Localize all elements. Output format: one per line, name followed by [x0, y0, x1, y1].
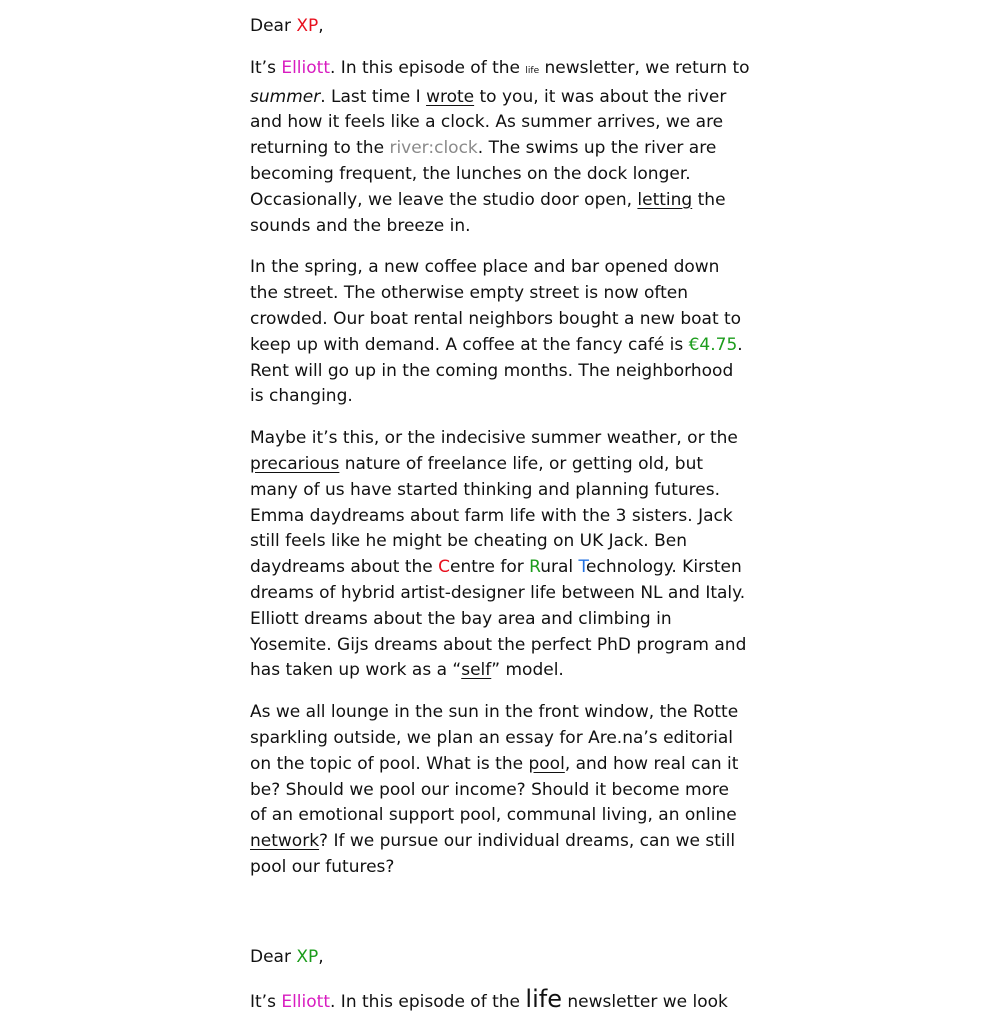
paragraph-futures: [250, 426, 750, 684]
recipient-name: XP: [296, 16, 319, 36]
greeting-line: [250, 14, 750, 40]
letter-r: R: [529, 557, 541, 578]
text-run: ? If we pursue our individual dreams, can we still pool our futures?: [250, 831, 736, 877]
pool-link[interactable]: pool: [528, 753, 565, 774]
text-run: . The swims up the river are becoming frequent, the lunches on the dock longer. Occasionally, we leave the studio door open,: [250, 138, 717, 210]
life-word: life: [525, 984, 562, 1013]
letter-t: T: [578, 557, 587, 578]
greeting-dear: Dear: [250, 946, 297, 967]
wrote-link[interactable]: wrote: [426, 86, 475, 107]
text-run: ” model.: [491, 660, 564, 681]
text-run: . In this episode of the: [330, 991, 526, 1012]
network-link[interactable]: network: [250, 831, 320, 852]
text-run: . Last time I: [320, 86, 427, 107]
greeting-comma: ,: [318, 946, 324, 967]
letter-c: C: [438, 557, 451, 578]
text-run: As we all lounge in the sun in the front window, the Rotte sparkling outside, we plan an essay for Are.na’s editorial on the topic of pool. What is the: [250, 702, 739, 774]
life-word: life: [525, 65, 540, 76]
text-run: It’s: [250, 57, 282, 78]
paragraph-pool: [250, 700, 750, 881]
greeting-line-2: [250, 945, 750, 971]
text-run: echnology: [586, 557, 672, 578]
author-name: Elliott: [281, 991, 330, 1012]
precarious-link[interactable]: precarious: [250, 453, 340, 474]
text-run: entre for: [450, 557, 530, 578]
paragraph-intro: [250, 56, 750, 240]
coffee-price: €4.75: [688, 334, 738, 355]
greeting-dear: Dear: [250, 16, 297, 36]
text-run: newsletter, we return to: [539, 57, 750, 78]
text-run: the sounds and the breeze in.: [250, 189, 726, 236]
text-run: ural: [540, 557, 579, 578]
author-name: Elliott: [281, 57, 330, 78]
letter-separator: [250, 897, 750, 945]
text-run: . Rent will go up in the coming months. The neighborhood is changing.: [250, 334, 743, 407]
paragraph-intro-2: [250, 984, 750, 1016]
text-run: . Kirsten dreams of hybrid artist-designer life between NL and Italy. Elliott dreams about the bay area and climbing in Yosemite. Gijs dreams about the perfect PhD program and has taken up work as a “: [250, 557, 747, 681]
self-link[interactable]: self: [461, 660, 492, 681]
text-run: newsletter we look: [561, 991, 728, 1012]
river-clock-text: river:clock: [389, 138, 478, 159]
letting-link[interactable]: letting: [637, 189, 693, 210]
text-run: In the spring, a new coffee place and bar opened down the street. The otherwise empty street is now often crowded. Our boat rental neighbors bought a new boat to keep up with demand. A coffee at the fancy café is: [250, 257, 742, 355]
recipient-name: XP: [296, 946, 319, 967]
greeting-comma: ,: [318, 16, 324, 36]
summer-word: summer: [250, 86, 321, 107]
text-run: It’s: [250, 991, 282, 1012]
newsletter-body: [250, 14, 750, 1031]
text-run: , and how real can it be? Should we pool our income? Should it become more of an emotional support pool, communal living, an online: [250, 753, 739, 826]
paragraph-neighborhood: [250, 255, 750, 410]
text-run: nature of freelance life, or getting old, but many of us have started thinking and planning futures. Emma daydreams about farm life with the 3 sisters. Jack still feels like he might be cheating on UK Jack. Ben daydreams about the: [250, 453, 733, 578]
text-run: . In this episode of the: [330, 57, 526, 78]
text-run: to you, it was about the river and how it feels like a clock. As summer arrives, we are returning to the: [250, 86, 727, 159]
text-run: Maybe it’s this, or the indecisive summer weather, or the: [250, 428, 738, 449]
